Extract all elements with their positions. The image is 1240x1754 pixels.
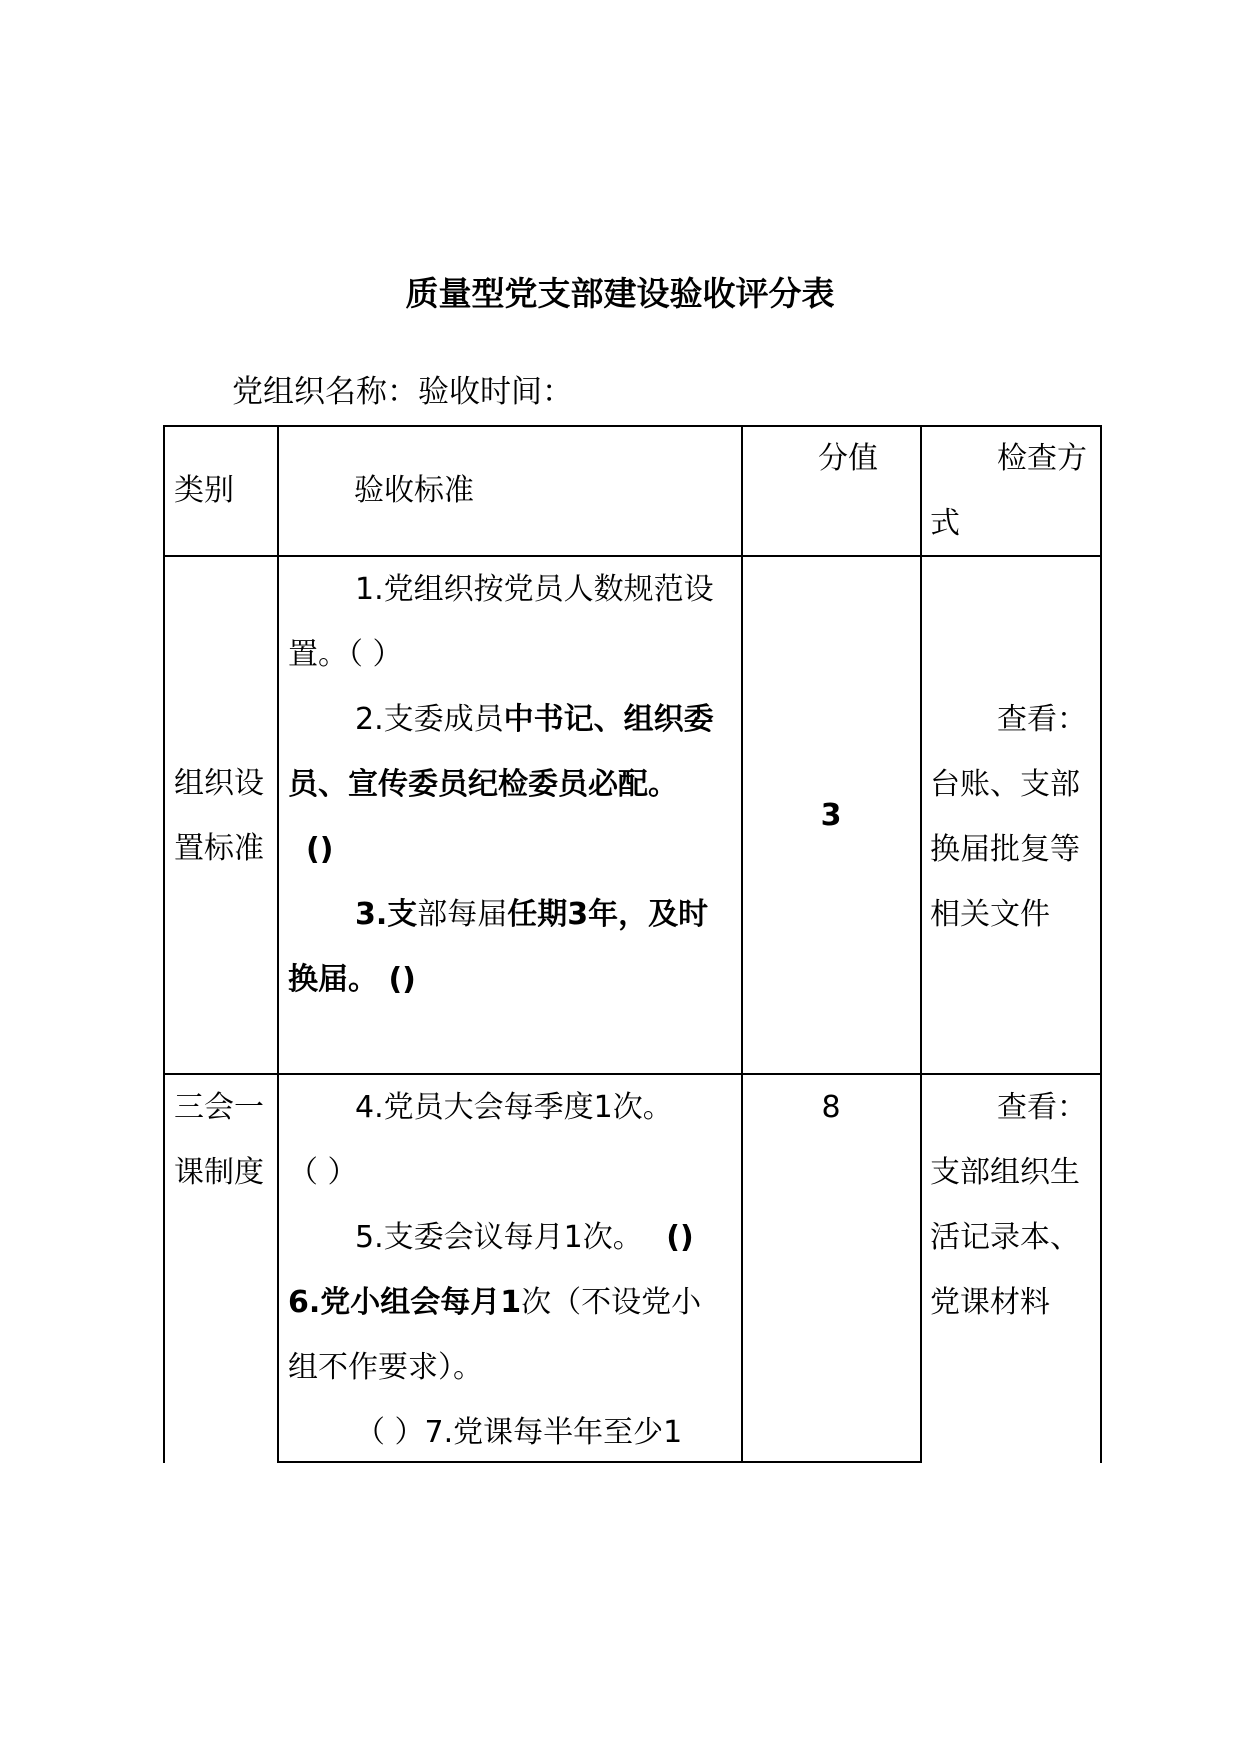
header-method [930,426,1100,556]
row1-method-line4: 相关文件 [930,897,1050,932]
criterion-2-line2: 员、宣传委员纪检委员必配。 [288,767,678,802]
criterion-4-line2: （ ） [288,1155,358,1190]
criterion-3-bold-a: 3.支 [355,897,418,932]
criterion-6-line2: 组不作要求）。 [288,1350,483,1385]
criterion-4-line1: 4.党员大会每季度1次。 [355,1090,673,1125]
document-title: 质量型党支部建设验收评分表 [405,274,835,313]
criterion-3-text: 部每届 [417,897,508,932]
row2-category-line2: 课制度 [174,1155,264,1190]
criterion-6-line1 [288,1270,740,1335]
col-divider-3 [920,425,922,1463]
row2-criteria [288,1075,740,1461]
header-category [174,458,274,523]
row1-criteria [288,557,740,1012]
row2-method-line4: 党课材料 [930,1285,1050,1320]
criterion-3-line2: 换届。 () [288,962,416,997]
criterion-2-text: 2.支委成员 [355,702,504,737]
col-divider-1 [277,425,279,1463]
col-divider-2 [741,425,743,1463]
row1-method-line2: 台账、支部 [930,767,1080,802]
row2-category-line1: 三会一 [174,1090,264,1125]
criterion-5-bold: () [666,1220,694,1255]
criterion-3-bold-b: 任期3年，及时 [507,897,709,932]
header-score-text: 分值 [818,441,878,476]
row1-method-line1: 查看： [997,702,1087,737]
row2-score-value: 8 [821,1090,841,1125]
row2-method-line2: 支部组织生 [930,1155,1080,1190]
row2-method [930,1075,1102,1335]
header-method-line2: 式 [930,506,960,541]
criterion-5-line1 [288,1205,740,1270]
table-border-left [163,425,165,1463]
row2-category [174,1075,278,1205]
header-criteria-text: 验收标准 [354,473,474,508]
row2-method-line1: 查看： [997,1090,1087,1125]
row1-score-value: 3 [820,798,842,833]
criterion-5-text: 5.支委会议每月1次。 [355,1220,643,1255]
criterion-7-line1: （ ）7.党课每半年至少1 [355,1415,683,1450]
header-method-line1: 检查方 [997,441,1087,476]
criterion-6-text: 次（不设党小 [521,1285,702,1320]
header-criteria [354,458,734,523]
row1-category-line2: 置标准 [174,831,264,866]
row1-method-line3: 换届批复等 [930,832,1080,867]
row1-category-line1: 组织设 [174,766,264,801]
row1-method [930,687,1102,947]
row1-category [174,751,278,881]
criterion-6-bold: 6.党小组会每月1 [288,1285,522,1320]
header-category-text: 类别 [174,473,234,508]
criterion-3-line1 [288,882,740,947]
partial-bottom-border [277,1461,922,1463]
criterion-1-line2: 置。（ ） [288,637,403,672]
row2-method-line3: 活记录本、 [930,1220,1080,1255]
criterion-1-line1: 1.党组织按党员人数规范设 [355,572,714,607]
criterion-2-line3: () [306,832,334,867]
criterion-2-line1 [288,687,740,752]
row1-score [742,783,920,848]
header-score [818,426,918,491]
criterion-2-bold: 中书记、组织委 [503,702,714,737]
info-line: 党组织名称：验收时间： [232,374,573,410]
row2-score [742,1075,920,1140]
